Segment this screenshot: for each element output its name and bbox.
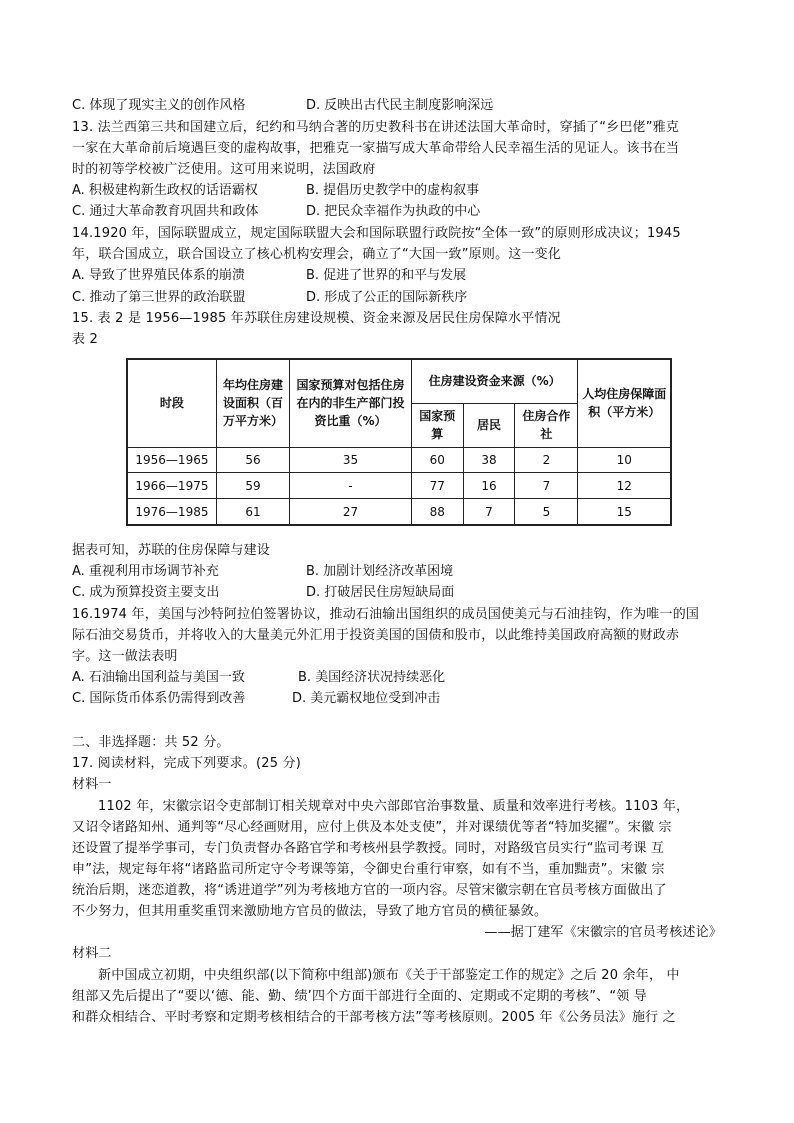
q14-stem-line: 14.1920 年，国际联盟成立，规定国际联盟大会和国际联盟行政院按“全体一致”的原则形成决议；1945 [72, 226, 681, 241]
material-one-line: 还设置了提举学事司，专门负责督办各路官学和考核州县学教授。同时，对路级官员实行“监司考课 互 [72, 841, 665, 856]
q13-option-b: B. 提倡历史教学中的虚构叙事 [306, 183, 480, 198]
material-one-line: 又诏令诸路知州、通判等“尽心经画财用，应付上供及本处支使”，并对课绩优等者“特加奖擢”。宋徽 宗 [72, 820, 672, 835]
table-row [127, 473, 671, 499]
cell: 12 [578, 473, 671, 499]
cell: 1966—1975 [127, 473, 216, 499]
header-residents: 居民 [463, 403, 515, 447]
housing-table [126, 358, 672, 526]
cell: 7 [463, 499, 515, 525]
material-one-line: 统治后期，迷恋道教，将“诱进道学”列为考核地方官的一项内容。尽管宋徽宗朝在官员考核方面做出了 [72, 883, 667, 898]
cell: 16 [463, 473, 515, 499]
q13-stem-line: 一家在大革命前后境遇巨变的虚构故事，把雅克一家描写成大革命带给人民幸福生活的见证人。该书在当 [72, 141, 680, 156]
cell: 59 [216, 473, 289, 499]
q16-stem-line: 字。这一做法表明 [72, 649, 178, 664]
table-row [127, 447, 671, 473]
q14-stem-line: 年，联合国成立，联合国设立了核心机构安理会，确立了“大国一致”原则。这一变化 [72, 247, 562, 262]
q16-stem-line: 际石油交易货币，并将收入的大量美元外汇用于投资美国的国债和股市，以此维持美国政府高额的财政赤 [72, 628, 680, 643]
material-two-title: 材料二 [72, 946, 112, 961]
material-two-line: 组部又先后提出了“要以‘德、能、勤、绩’四个方面干部进行全面的、定期或不定期的考核”、“领 导 [72, 989, 648, 1004]
q17-stem: 17. 阅读材料，完成下列要求。(25 分) [72, 756, 302, 771]
q13-option-a: A. 积极建构新生政权的话语霸权 [72, 183, 258, 198]
header-fund-sources: 住房建设资金来源（%） [411, 359, 578, 403]
q13-stem-line: 时的初等学校被广泛使用。这可用来说明，法国政府 [72, 162, 376, 177]
cell: 77 [411, 473, 463, 499]
q16-stem-line: 16.1974 年，美国与沙特阿拉伯签署协议，推动石油输出国组织的成员国使美元与石油挂钩，作为唯一的国 [72, 607, 700, 622]
q13-option-c: C. 通过大革命教育巩固共和政体 [72, 204, 259, 219]
table-row [127, 499, 671, 525]
material-one-line: 1102 年，宋徽宗诏令吏部制订相关规章对中央六部郎官治事数量、质量和效率进行考核。1103 年， [98, 799, 690, 814]
header-budget-share: 国家预算对包括住房在内的非生产部门投资比重（%） [290, 359, 412, 447]
cell: 27 [290, 499, 412, 525]
q15-option-b: B. 加剧计划经济改革困境 [306, 564, 454, 579]
q12-option-d: D. 反映出古代民主制度影响深远 [306, 98, 494, 113]
cell: 10 [578, 447, 671, 473]
cell: 61 [216, 499, 289, 525]
header-annual-area: 年均住房建设面积（百万平方米） [216, 359, 289, 447]
table-label: 表 2 [72, 332, 99, 347]
section-heading: 二、非选择题：共 52 分。 [72, 735, 230, 750]
q15-stem: 15. 表 2 是 1956—1985 年苏联住房建设规模、资金来源及居民住房保障水平情况 [72, 311, 561, 326]
q13-stem-line: 13. 法兰西第三共和国建立后，纪约和马纳合著的历史教科书在讲述法国大革命时，穿插了“乡巴佬”雅克 [72, 120, 680, 135]
cell: 5 [515, 499, 578, 525]
material-one-source: ——据丁建军《宋徽宗的官员考核述论》 [484, 925, 722, 940]
cell: 38 [463, 447, 515, 473]
q16-option-d: D. 美元霸权地位受到冲击 [292, 691, 441, 706]
q14-option-b: B. 促进了世界的和平与发展 [306, 268, 467, 283]
cell: 1976—1985 [127, 499, 216, 525]
q15-option-d: D. 打破居民住房短缺局面 [306, 585, 455, 600]
material-two-line: 新中国成立初期，中央组织部(以下简称中组部)颁布《关于干部鉴定工作的规定》之后 20 余年， 中 [98, 968, 680, 983]
cell: - [290, 473, 412, 499]
cell: 60 [411, 447, 463, 473]
cell: 35 [290, 447, 412, 473]
material-two-line: 和群众相结合、平时考察和定期考核相结合的干部考核方法”等考核原则。2005 年《公务员法》施行 之 [72, 1010, 676, 1025]
material-one-line: 申”法，规定每年将“诸路监司所定守令考课等第，令御史台重行审察，如有不当，重加黜责”。宋徽 宗 [72, 862, 665, 877]
q16-option-a: A. 石油输出国利益与美国一致 [72, 670, 245, 685]
header-state-budget: 国家预算 [411, 403, 463, 447]
cell: 15 [578, 499, 671, 525]
q14-option-c: C. 推动了第三世界的政治联盟 [72, 290, 246, 305]
q15-option-c: C. 成为预算投资主要支出 [72, 585, 220, 600]
header-per-capita: 人均住房保障面积（平方米） [578, 359, 671, 447]
header-period: 时段 [127, 359, 216, 447]
material-one-line: 不少努力，但其用重奖重罚来激励地方官员的做法，导致了地方官员的横征暴敛。 [72, 904, 548, 919]
q13-option-d: D. 把民众幸福作为执政的中心 [306, 204, 481, 219]
q12-option-c: C. 体现了现实主义的创作风格 [72, 98, 246, 113]
material-one-title: 材料一 [72, 777, 112, 792]
q15-option-a: A. 重视利用市场调节补充 [72, 564, 219, 579]
cell: 7 [515, 473, 578, 499]
q16-option-c: C. 国际货币体系仍需得到改善 [72, 691, 246, 706]
q14-option-a: A. 导致了世界殖民体系的崩溃 [72, 268, 245, 283]
q16-option-b: B. 美国经济状况持续恶化 [298, 670, 446, 685]
q15-after: 据表可知，苏联的住房保障与建设 [72, 543, 271, 558]
cell: 88 [411, 499, 463, 525]
cell: 2 [515, 447, 578, 473]
cell: 1956—1965 [127, 447, 216, 473]
cell: 56 [216, 447, 289, 473]
header-cooperative: 住房合作社 [515, 403, 578, 447]
q14-option-d: D. 形成了公正的国际新秩序 [306, 290, 468, 305]
